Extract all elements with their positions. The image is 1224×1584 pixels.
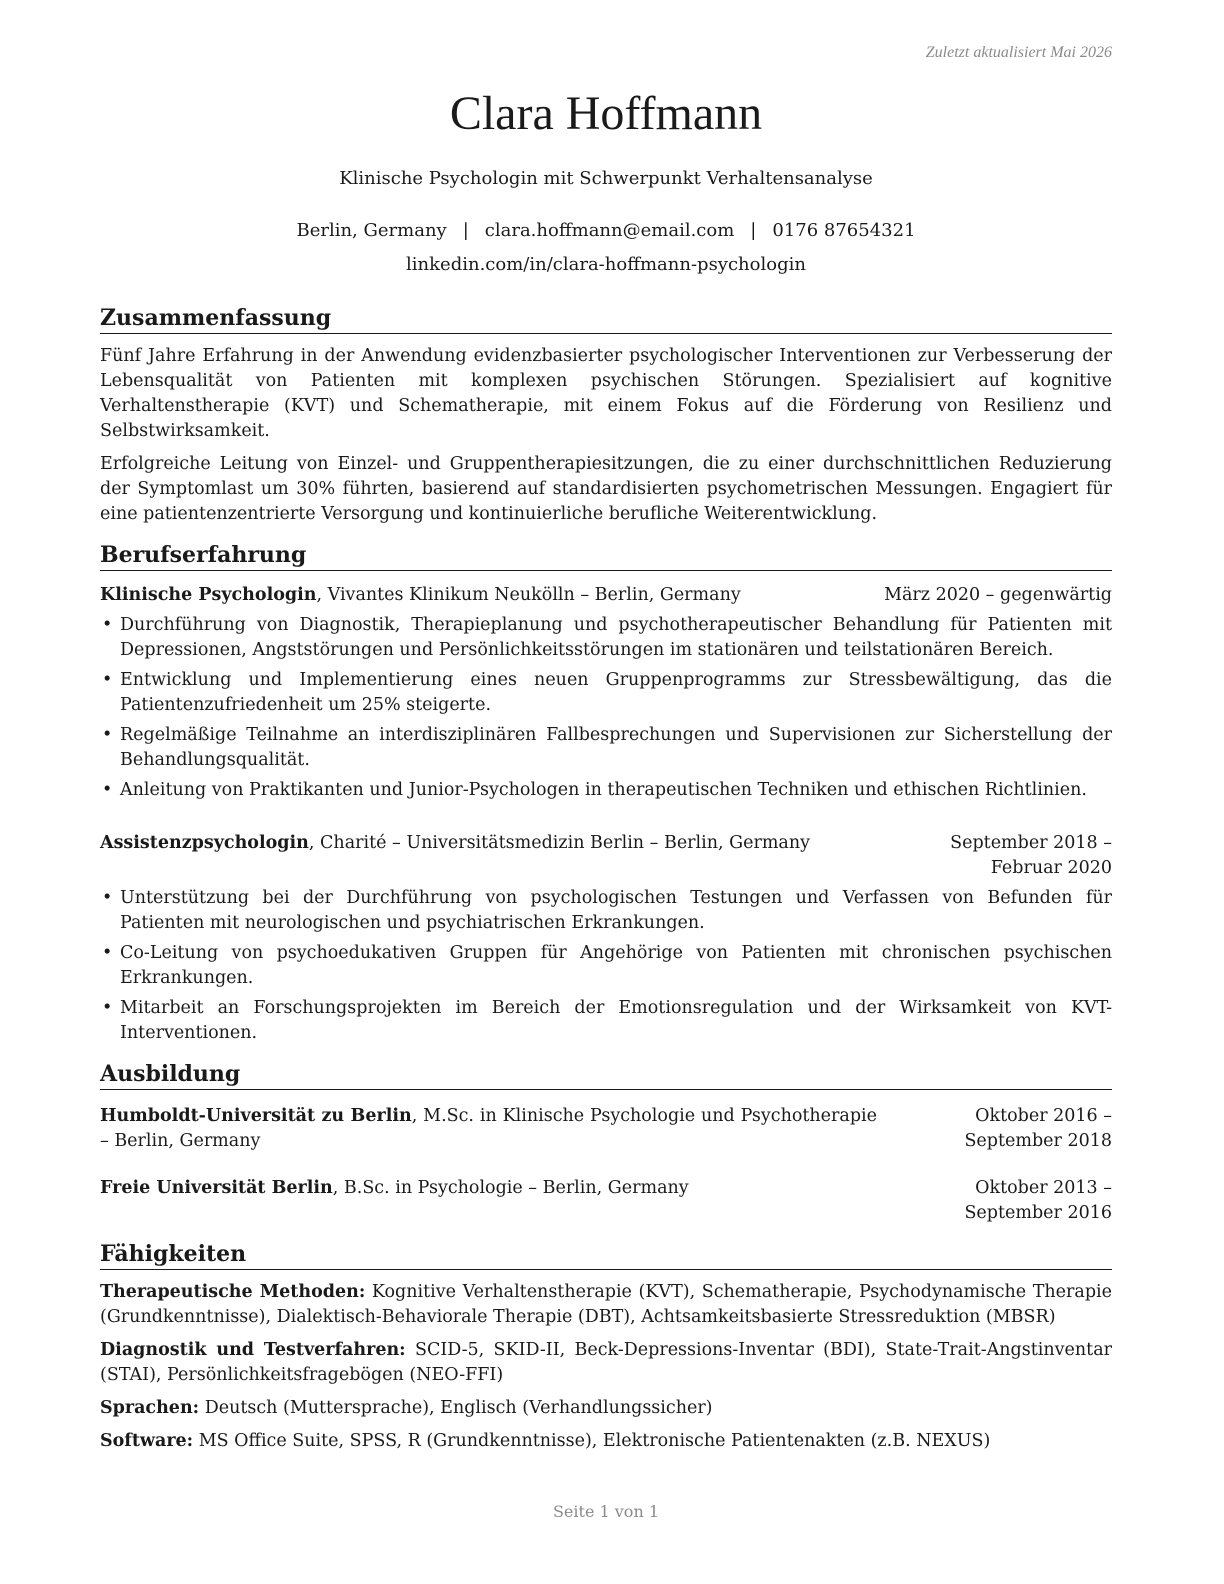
contact-separator: | [462,220,469,241]
summary-paragraph: Fünf Jahre Erfahrung in der Anwendung evidenzbasierter psychologischer Interventionen zur Verbesserung der Lebensqualität von Patienten mit komplexen psychischen Störungen. Spezialisiert auf kognitive Verhaltenstherapie (KVT) und Schematherapie, mit einem Fokus auf die Förderung von Resilienz und Selbstwirksamkeit. [100,346,1112,441]
contact-line [100,220,1112,241]
education-entry [100,1176,1112,1226]
contact-email[interactable]: clara.hoffmann@email.com [484,220,735,241]
job-position [100,831,877,881]
job-employer: , Charité – Universitätsmedizin Berlin – Berlin, Germany [308,833,811,853]
resume-content [100,304,1112,1468]
skills-section [100,1240,1112,1454]
job-bullets [100,613,1112,803]
section-title-skills: Fähigkeiten [100,1240,1112,1270]
education-school: Freie Universität Berlin [100,1178,333,1198]
job-employer: , Vivantes Klinikum Neukölln – Berlin, Germany [316,585,741,605]
job-bullets [100,886,1112,1046]
contact-linkedin[interactable]: linkedin.com/in/clara-hoffmann-psychologin [406,254,806,275]
last-updated-note: Zuletzt aktualisiert Mai 2026 [925,44,1112,61]
list-item: • Durchführung von Diagnostik, Therapieplanung und psychotherapeutischer Behandlung für Patienten mit Depressionen, Angststörungen und Persönlichkeitsstörungen im stationären und teilstationären Bereich. [100,613,1112,663]
skill-row [100,1429,1112,1454]
list-item: • Anleitung von Praktikanten und Junior-Psychologen in therapeutischen Techniken und ethischen Richtlinien. [100,778,1112,803]
list-item: • Mitarbeit an Forschungsprojekten im Bereich der Emotionsregulation und der Wirksamkeit von KVT-Interventionen. [100,996,1112,1046]
list-item: • Regelmäßige Teilnahme an interdisziplinären Fallbesprechungen und Supervisionen zur Sicherstellung der Behandlungsqualität. [100,723,1112,773]
list-item: • Unterstützung bei der Durchführung von psychologischen Testungen und Verfassen von Befunden für Patienten mit neurologischen und psychiatrischen Erkrankungen. [100,886,1112,936]
section-title-experience: Berufserfahrung [100,541,1112,571]
job-header [100,831,1112,881]
experience-section [100,541,1112,1046]
section-title-education: Ausbildung [100,1060,1112,1090]
skill-text: MS Office Suite, SPSS, R (Grundkenntnisse), Elektronische Patientenakten (z.B. NEXUS) [193,1431,991,1451]
education-degree [100,1104,877,1154]
contact-separator: | [750,220,757,241]
skill-label: Sprachen: [100,1398,200,1418]
page-number: Seite 1 von 1 [552,1502,660,1521]
job-dates: September 2018 – Februar 2020 [950,833,1112,878]
candidate-name: Clara Hoffmann [449,87,763,140]
education-dates: Oktober 2013 – September 2016 [964,1178,1112,1223]
job-entry [100,583,1112,803]
education-section [100,1060,1112,1226]
section-title-summary: Zusammenfassung [100,304,1112,334]
education-detail: , B.Sc. in Psychologie – Berlin, Germany [332,1178,689,1198]
skill-text: Kognitive Verhaltenstherapie (KVT), Schematherapie, Psychodynamische Therapie (Grundkenntnisse), Dialektisch-Behaviorale Therapie (DBT), Achtsamkeitsbasierte Stressreduktion (MBSR) [100,1282,1112,1327]
list-item: • Co-Leitung von psychoedukativen Gruppen für Angehörige von Patienten mit chronischen psychischen Erkrankungen. [100,941,1112,991]
list-item: • Entwicklung und Implementierung eines neuen Gruppenprogramms zur Stressbewältigung, das die Patientenzufriedenheit um 25% steigerte. [100,668,1112,718]
candidate-headline: Klinische Psychologin mit Schwerpunkt Verhaltensanalyse [339,168,873,189]
job-title: Klinische Psychologin [100,585,317,605]
education-degree [100,1176,877,1226]
education-school: Humboldt-Universität zu Berlin [100,1106,412,1126]
skill-row [100,1280,1112,1330]
job-header [100,583,1112,608]
skill-label: Therapeutische Methoden: [100,1282,366,1302]
contact-phone: 0176 87654321 [772,220,916,241]
job-entry [100,831,1112,1046]
contact-location: Berlin, Germany [296,220,447,241]
education-dates: Oktober 2016 – September 2018 [964,1106,1112,1151]
skill-label: Software: [100,1431,194,1451]
skill-row [100,1338,1112,1388]
summary-section [100,304,1112,527]
skill-row [100,1396,1112,1421]
skill-text: SCID-5, SKID-II, Beck-Depressions-Inventar (BDI), State-Trait-Angstinventar (STAI), Persönlichkeitsfragebögen (NEO-FFI) [100,1340,1112,1385]
job-title: Assistenzpsychologin [100,833,309,853]
skill-text: Deutsch (Muttersprache), Englisch (Verhandlungssicher) [199,1398,713,1418]
job-dates: März 2020 – gegenwärtig [884,585,1112,605]
summary-paragraph: Erfolgreiche Leitung von Einzel- und Gruppentherapiesitzungen, die zu einer durchschnittlichen Reduzierung der Symptomlast um 30% führten, basierend auf standardisierten psychometrischen Messungen. Engagiert für eine patientenzentrierte Versorgung und kontinuierliche berufliche Weiterentwicklung. [100,454,1112,524]
education-entry [100,1104,1112,1154]
education-detail: , M.Sc. in Klinische Psychologie und Psychotherapie – Berlin, Germany [100,1106,877,1151]
skill-label: Diagnostik und Testverfahren: [100,1340,406,1360]
job-position [100,583,884,608]
resume-page [100,0,1112,1584]
